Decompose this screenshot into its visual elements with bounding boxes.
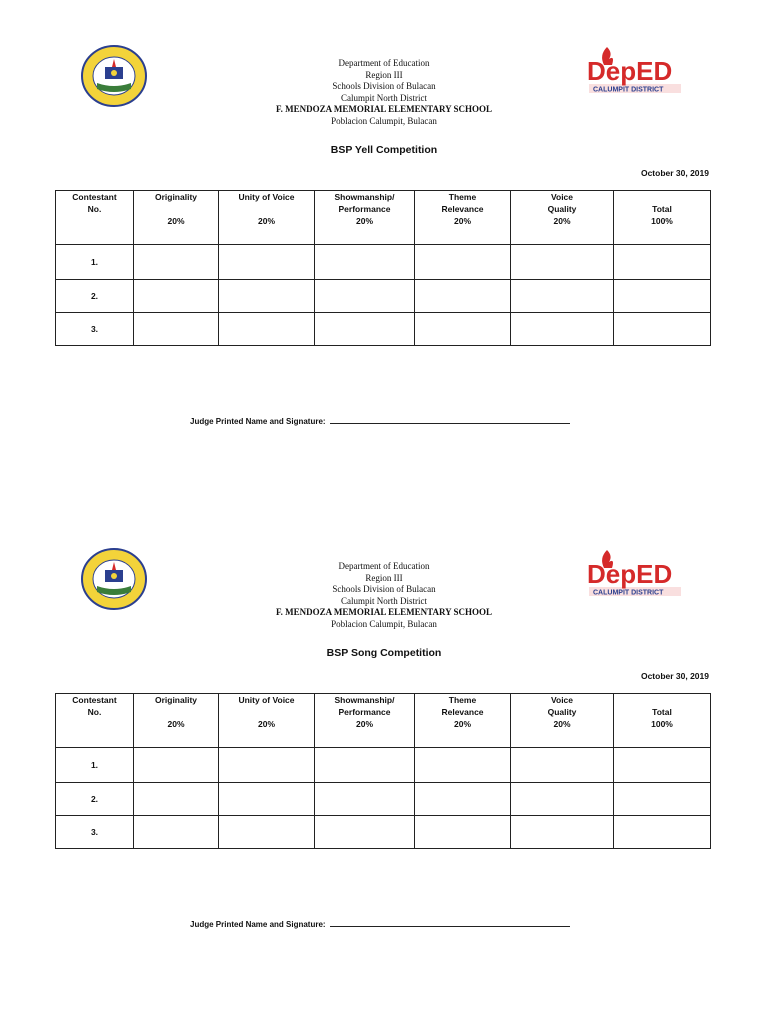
header-total: Total 100% — [614, 191, 711, 245]
school-seal-icon — [81, 548, 147, 610]
score-cell[interactable] — [415, 245, 511, 280]
school-name: F. MENDOZA MEMORIAL ELEMENTARY SCHOOL — [275, 607, 493, 617]
header-voice-quality: Voice Quality 20% — [511, 191, 614, 245]
score-cell[interactable] — [134, 783, 219, 816]
score-table — [55, 190, 711, 346]
school-name: F. MENDOZA MEMORIAL ELEMENTARY SCHOOL — [275, 104, 493, 114]
header-unity-of-voice: Unity of Voice 20% — [219, 694, 315, 748]
total-cell[interactable] — [614, 313, 711, 346]
signature-block — [190, 415, 570, 426]
header-showmanship: Showmanship/ Performance 20% — [315, 694, 415, 748]
signature-line[interactable] — [330, 918, 570, 927]
header-contestant: Contestant No. — [56, 191, 134, 245]
table-row — [56, 280, 711, 313]
header-theme-relevance: Theme Relevance 20% — [415, 191, 511, 245]
letterhead-line: Department of Education — [338, 561, 430, 571]
header-originality: Originality 20% — [134, 694, 219, 748]
total-cell[interactable] — [614, 280, 711, 313]
table-row — [56, 748, 711, 783]
table-header-row — [56, 694, 711, 748]
score-cell[interactable] — [511, 313, 614, 346]
header-showmanship: Showmanship/ Performance 20% — [315, 191, 415, 245]
score-cell[interactable] — [415, 816, 511, 849]
header-voice-quality: Voice Quality 20% — [511, 694, 614, 748]
signature-label: Judge Printed Name and Signature: — [190, 417, 326, 426]
letterhead — [250, 58, 518, 127]
school-address: Poblacion Calumpit, Bulacan — [331, 115, 437, 126]
score-cell[interactable] — [511, 245, 614, 280]
score-cell[interactable] — [415, 313, 511, 346]
letterhead-line: Schools Division of Bulacan — [332, 584, 436, 594]
total-cell[interactable] — [614, 816, 711, 849]
score-cell[interactable] — [134, 313, 219, 346]
score-cell[interactable] — [315, 748, 415, 783]
score-cell[interactable] — [219, 280, 315, 313]
header-theme-relevance: Theme Relevance 20% — [415, 694, 511, 748]
letterhead-line: Schools Division of Bulacan — [332, 81, 436, 91]
letterhead-line: Calumpit North District — [341, 595, 427, 606]
letterhead-line: Department of Education — [338, 58, 430, 68]
score-table — [55, 693, 711, 849]
score-cell[interactable] — [315, 280, 415, 313]
header-contestant: Contestant No. — [56, 694, 134, 748]
score-cell[interactable] — [315, 816, 415, 849]
header-originality: Originality 20% — [134, 191, 219, 245]
score-sheet-yell — [0, 0, 768, 500]
signature-line[interactable] — [330, 415, 570, 424]
score-cell[interactable] — [415, 280, 511, 313]
school-address: Poblacion Calumpit, Bulacan — [331, 618, 437, 629]
score-cell[interactable] — [134, 245, 219, 280]
table-header-row — [56, 191, 711, 245]
score-cell[interactable] — [511, 748, 614, 783]
signature-label: Judge Printed Name and Signature: — [190, 920, 326, 929]
score-cell[interactable] — [315, 313, 415, 346]
score-sheet-song — [0, 503, 768, 1003]
letterhead-line: Region III — [365, 572, 403, 583]
score-cell[interactable] — [134, 280, 219, 313]
table-row — [56, 245, 711, 280]
table-row — [56, 313, 711, 346]
score-cell[interactable] — [134, 748, 219, 783]
form-date: October 30, 2019 — [640, 671, 709, 681]
table-row — [56, 816, 711, 849]
score-cell[interactable] — [315, 783, 415, 816]
contestant-number: 1. — [56, 245, 134, 280]
total-cell[interactable] — [614, 748, 711, 783]
contestant-number: 2. — [56, 783, 134, 816]
svg-text:CALUMPIT DISTRICT: CALUMPIT DISTRICT — [593, 86, 664, 94]
letterhead-line: Calumpit North District — [341, 92, 427, 103]
svg-text:DepED: DepED — [587, 559, 673, 589]
contestant-number: 2. — [56, 280, 134, 313]
header-total: Total 100% — [614, 694, 711, 748]
score-cell[interactable] — [315, 245, 415, 280]
header-unity-of-voice: Unity of Voice 20% — [219, 191, 315, 245]
form-title: BSP Yell Competition — [330, 144, 438, 156]
total-cell[interactable] — [614, 783, 711, 816]
form-date: October 30, 2019 — [640, 168, 709, 178]
form-title: BSP Song Competition — [326, 647, 442, 659]
deped-logo-icon — [585, 546, 685, 598]
contestant-number: 1. — [56, 748, 134, 783]
svg-text:CALUMPIT DISTRICT: CALUMPIT DISTRICT — [593, 589, 664, 597]
letterhead — [250, 561, 518, 630]
contestant-number: 3. — [56, 313, 134, 346]
contestant-number: 3. — [56, 816, 134, 849]
score-cell[interactable] — [511, 816, 614, 849]
svg-text:DepED: DepED — [587, 56, 673, 86]
score-cell[interactable] — [219, 313, 315, 346]
table-row — [56, 783, 711, 816]
total-cell[interactable] — [614, 245, 711, 280]
score-cell[interactable] — [511, 783, 614, 816]
score-cell[interactable] — [219, 748, 315, 783]
signature-block — [190, 918, 570, 929]
score-cell[interactable] — [219, 783, 315, 816]
score-cell[interactable] — [219, 816, 315, 849]
score-cell[interactable] — [134, 816, 219, 849]
letterhead-line: Region III — [365, 69, 403, 80]
score-cell[interactable] — [415, 783, 511, 816]
score-cell[interactable] — [219, 245, 315, 280]
school-seal-icon — [81, 45, 147, 107]
score-cell[interactable] — [415, 748, 511, 783]
score-cell[interactable] — [511, 280, 614, 313]
deped-logo-icon — [585, 43, 685, 95]
